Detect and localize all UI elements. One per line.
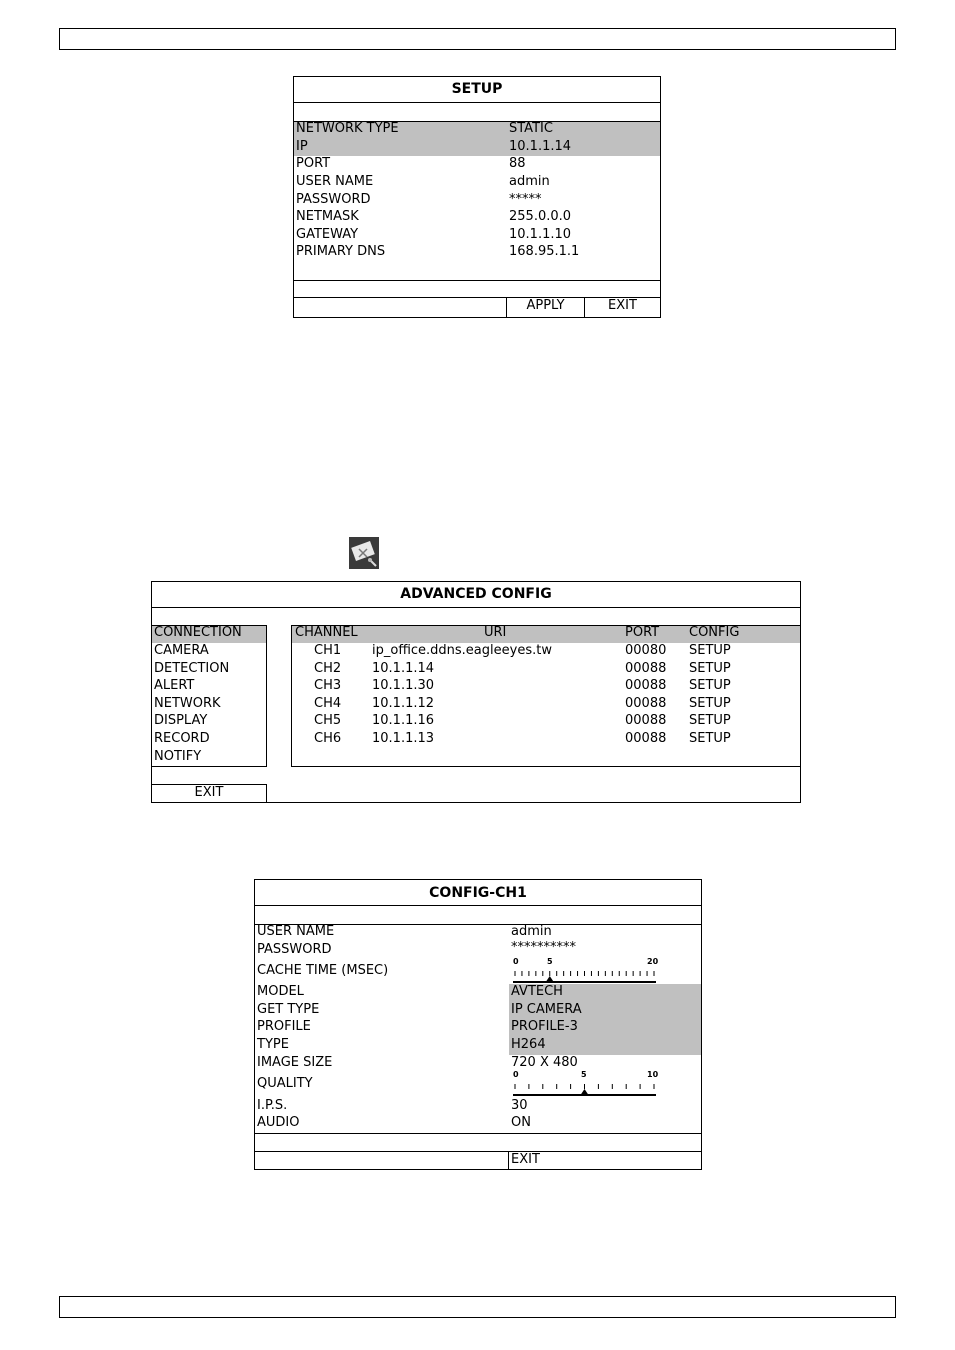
- page-header-box: [59, 28, 896, 50]
- table-row-ch: CH3: [314, 678, 342, 693]
- menu-item-network[interactable]: NETWORK: [154, 696, 221, 711]
- page-footer-box: [59, 1296, 896, 1318]
- label-quality: QUALITY: [257, 1076, 313, 1091]
- table-row-port[interactable]: 00088: [625, 731, 667, 746]
- value-profile[interactable]: PROFILE-3: [511, 1019, 578, 1034]
- table-row-ch: CH5: [314, 713, 342, 728]
- table-row-ch: CH2: [314, 661, 342, 676]
- monitor-config-icon[interactable]: [349, 537, 379, 569]
- table-header-uri: URI: [484, 625, 507, 640]
- table-header-port: PORT: [625, 625, 660, 640]
- label-get-type: GET TYPE: [257, 1002, 320, 1017]
- table-row-uri[interactable]: ip_office.ddns.eagleeyes.tw: [372, 643, 552, 658]
- menu-item-alert[interactable]: ALERT: [154, 678, 195, 693]
- advanced-exit-button[interactable]: EXIT: [151, 784, 267, 803]
- table-row-ch: CH4: [314, 696, 342, 711]
- exit-button[interactable]: EXIT: [584, 297, 661, 318]
- quality-slider-track: [511, 1070, 659, 1098]
- config-exit-button[interactable]: [508, 1151, 702, 1170]
- config-exit-label: EXIT: [511, 1152, 540, 1167]
- divider: [254, 1133, 702, 1134]
- apply-button[interactable]: APPLY: [506, 297, 585, 318]
- setup-value-port[interactable]: 88: [509, 156, 526, 171]
- table-row-uri[interactable]: 10.1.1.14: [372, 661, 435, 676]
- label-model: MODEL: [257, 984, 304, 999]
- setup-value-password[interactable]: *****: [509, 192, 542, 207]
- value-image-size[interactable]: 720 X 480: [511, 1055, 578, 1070]
- menu-item-notify[interactable]: NOTIFY: [154, 749, 202, 764]
- table-header-channel: CHANNEL: [295, 625, 358, 640]
- table-row-setup[interactable]: SETUP: [689, 731, 731, 746]
- label-cache-time: CACHE TIME (MSEC): [257, 963, 389, 978]
- setup-label-gateway: GATEWAY: [296, 227, 359, 242]
- label-user-name: USER NAME: [257, 924, 335, 939]
- menu-item-record[interactable]: RECORD: [154, 731, 210, 746]
- setup-value-gateway[interactable]: 10.1.1.10: [509, 227, 572, 242]
- divider: [293, 102, 661, 103]
- table-row-port[interactable]: 00088: [625, 678, 667, 693]
- table-row-setup[interactable]: SETUP: [689, 643, 731, 658]
- value-audio[interactable]: ON: [511, 1115, 531, 1130]
- table-row-setup[interactable]: SETUP: [689, 713, 731, 728]
- divider: [293, 280, 661, 281]
- setup-value-network-type[interactable]: STATIC: [509, 121, 553, 136]
- table-row-ch: CH1: [314, 643, 342, 658]
- label-password: PASSWORD: [257, 942, 332, 957]
- value-ips[interactable]: 30: [511, 1098, 528, 1113]
- cache-slider-thumb: [546, 976, 554, 982]
- table-row-setup[interactable]: SETUP: [689, 678, 731, 693]
- table-row-uri[interactable]: 10.1.1.16: [372, 713, 435, 728]
- table-row-ch: CH6: [314, 731, 342, 746]
- setup-label-password: PASSWORD: [296, 192, 371, 207]
- label-audio: AUDIO: [257, 1115, 300, 1130]
- table-row-port[interactable]: 00088: [625, 713, 667, 728]
- setup-label-user-name: USER NAME: [296, 174, 374, 189]
- table-row-uri[interactable]: 10.1.1.13: [372, 731, 435, 746]
- table-row-setup[interactable]: SETUP: [689, 696, 731, 711]
- setup-label-primary-dns: PRIMARY DNS: [296, 244, 386, 259]
- cache-scale-mid: 5: [547, 957, 553, 966]
- setup-label-ip: IP: [296, 139, 308, 154]
- value-get-type[interactable]: IP CAMERA: [511, 1002, 582, 1017]
- setup-value-ip[interactable]: 10.1.1.14: [509, 139, 572, 154]
- quality-scale-mid: 5: [581, 1070, 587, 1079]
- setup-value-user-name[interactable]: admin: [509, 174, 550, 189]
- setup-label-netmask: NETMASK: [296, 209, 359, 224]
- table-row-port[interactable]: 00088: [625, 696, 667, 711]
- quality-scale-min: 0: [513, 1070, 519, 1079]
- menu-item-detection[interactable]: DETECTION: [154, 661, 230, 676]
- config-ch1-title: CONFIG-CH1: [429, 885, 527, 901]
- table-row-uri[interactable]: 10.1.1.12: [372, 696, 435, 711]
- quality-slider[interactable]: [511, 1070, 659, 1098]
- quality-scale-max: 10: [647, 1070, 659, 1079]
- cache-scale-max: 20: [647, 957, 659, 966]
- advanced-config-title: ADVANCED CONFIG: [400, 586, 552, 602]
- value-type[interactable]: H264: [511, 1037, 546, 1052]
- setup-title: SETUP: [451, 81, 503, 97]
- table-row-port[interactable]: 00088: [625, 661, 667, 676]
- menu-item-display[interactable]: DISPLAY: [154, 713, 208, 728]
- value-model[interactable]: AVTECH: [511, 984, 563, 999]
- setup-label-network-type: NETWORK TYPE: [296, 121, 399, 136]
- value-password[interactable]: **********: [511, 940, 576, 955]
- value-user-name[interactable]: admin: [511, 924, 552, 939]
- label-type: TYPE: [257, 1037, 289, 1052]
- cache-time-slider[interactable]: [511, 957, 659, 985]
- table-row-setup[interactable]: SETUP: [689, 661, 731, 676]
- divider: [254, 905, 702, 906]
- setup-value-primary-dns[interactable]: 168.95.1.1: [509, 244, 580, 259]
- divider: [151, 607, 801, 608]
- menu-item-connection[interactable]: CONNECTION: [154, 625, 242, 640]
- setup-label-port: PORT: [296, 156, 331, 171]
- table-row-port[interactable]: 00080: [625, 643, 667, 658]
- table-row-uri[interactable]: 10.1.1.30: [372, 678, 435, 693]
- menu-item-camera[interactable]: CAMERA: [154, 643, 209, 658]
- label-profile: PROFILE: [257, 1019, 311, 1034]
- quality-slider-thumb: [581, 1089, 589, 1095]
- cache-scale-min: 0: [513, 957, 519, 966]
- table-header-config: CONFIG: [689, 625, 740, 640]
- setup-value-netmask[interactable]: 255.0.0.0: [509, 209, 572, 224]
- cache-slider-track: [511, 957, 659, 985]
- label-ips: I.P.S.: [257, 1098, 288, 1113]
- label-image-size: IMAGE SIZE: [257, 1055, 333, 1070]
